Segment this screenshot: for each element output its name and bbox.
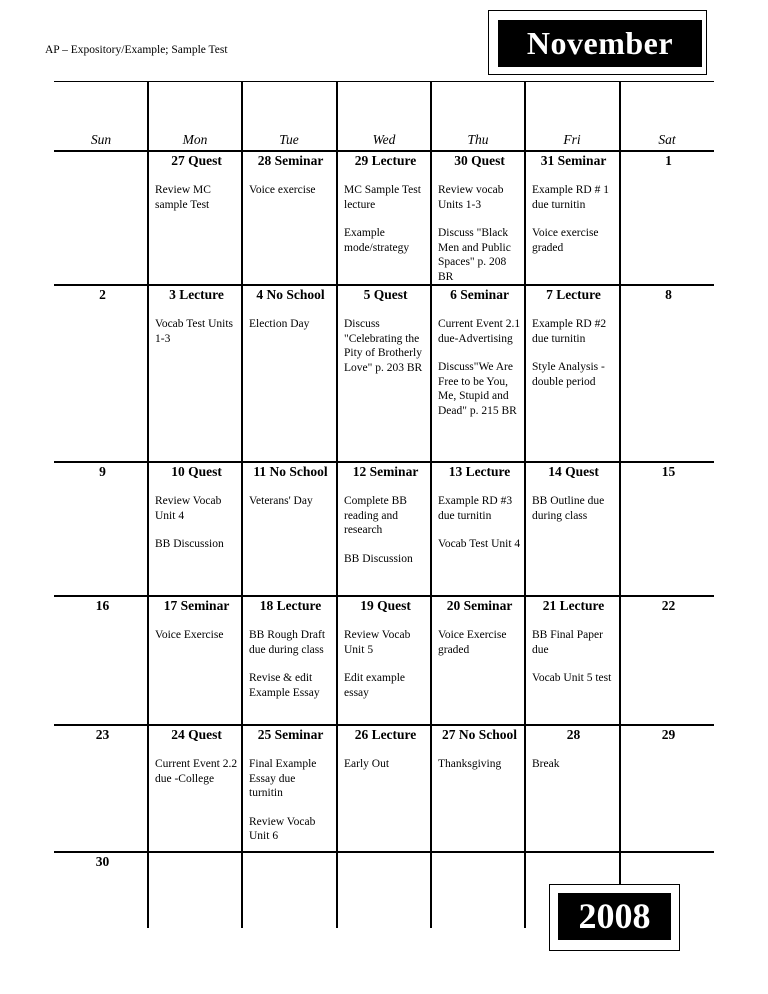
day-number-label: 23 — [95, 727, 110, 742]
day-cell — [620, 153, 714, 285]
day-number-label: 15 — [661, 464, 676, 479]
day-cell — [337, 854, 431, 928]
day-note: Vocab Test Units 1-3 — [155, 318, 233, 345]
day-cell — [431, 153, 525, 285]
header-row — [54, 82, 714, 151]
day-note: Current Event 2.2 due -College — [155, 758, 238, 785]
day-cell — [431, 287, 525, 462]
day-cell — [242, 287, 336, 462]
day-note: Vocab Test Unit 4 — [438, 538, 521, 550]
day-number-label: 4 No School — [256, 287, 325, 302]
day-cell — [54, 287, 148, 462]
day-note: Edit example essay — [344, 672, 405, 699]
day-number-label: 13 Lecture — [448, 464, 511, 479]
day-note: Early Out — [344, 758, 390, 770]
day-number-label: 24 Quest — [171, 727, 222, 742]
day-number-label: 18 Lecture — [259, 598, 322, 613]
day-cell — [337, 727, 431, 852]
day-number-label: 6 Seminar — [450, 287, 509, 302]
day-number-label: 12 Seminar — [352, 464, 419, 479]
day-number-label: 27 No School — [441, 727, 517, 742]
day-number-label: 17 Seminar — [163, 598, 230, 613]
day-header-sun: Sun — [90, 132, 112, 147]
day-cell — [525, 727, 619, 852]
day-cell — [54, 854, 148, 928]
day-number-label: 11 No School — [253, 464, 328, 479]
day-cell — [337, 464, 431, 596]
day-note: Discuss "Black Men and Public Spaces" p. 208 BR — [438, 227, 511, 283]
day-header-thu: Thu — [467, 132, 489, 147]
day-cell — [242, 727, 336, 852]
day-number-label: 25 Seminar — [257, 727, 324, 742]
year-title: 2008 — [558, 893, 671, 940]
day-note: BB Rough Draft due during class — [249, 629, 326, 656]
day-cell — [242, 598, 336, 725]
day-header-wed: Wed — [372, 132, 396, 147]
day-number-label: 2 — [99, 287, 106, 302]
day-header-sat: Sat — [658, 132, 676, 147]
day-note: BB Final Paper due — [532, 629, 603, 656]
day-cell — [242, 153, 336, 285]
day-cell — [525, 153, 619, 285]
day-note: Discuss "Celebrating the Pity of Brotherly Love" p. 203 BR — [344, 318, 423, 374]
day-number-label: 3 Lecture — [169, 287, 224, 302]
day-note: Style Analysis -double period — [532, 361, 605, 388]
day-number-label: 5 Quest — [363, 287, 408, 302]
day-note: Voice exercise — [249, 184, 316, 196]
day-number-label: 28 — [566, 727, 581, 742]
day-cell — [337, 153, 431, 285]
grid-hline — [54, 150, 714, 152]
day-cell — [620, 598, 714, 725]
day-cell — [54, 727, 148, 852]
day-number-label: 16 — [95, 598, 110, 613]
day-note: Example mode/strategy — [344, 227, 410, 254]
day-cell — [148, 598, 242, 725]
day-note: Review vocab Units 1-3 — [438, 184, 504, 211]
day-number-label: 29 Lecture — [354, 153, 417, 168]
day-note: Discuss"We Are Free to be You, Me, Stupid and Dead" p. 215 BR — [438, 361, 517, 417]
day-note: Voice Exercise — [155, 629, 224, 641]
day-note: BB Outline due during class — [532, 495, 605, 522]
day-note: Review Vocab Unit 5 — [344, 629, 411, 656]
day-number-label: 29 — [661, 727, 676, 742]
day-number-label: 30 — [95, 854, 110, 869]
day-cell — [148, 854, 242, 928]
day-cell — [431, 598, 525, 725]
calendar-grid — [54, 81, 714, 928]
day-cell — [431, 727, 525, 852]
year-box — [549, 884, 680, 951]
day-cell — [431, 854, 525, 928]
day-note: Vocab Unit 5 test — [532, 672, 612, 684]
day-cell — [54, 153, 148, 285]
day-note: Final Example Essay due turnitin — [249, 758, 317, 799]
day-note: Complete BB reading and research — [344, 495, 407, 536]
day-cell — [242, 464, 336, 596]
day-header-mon: Mon — [182, 132, 208, 147]
day-cell — [525, 287, 619, 462]
day-cell — [620, 464, 714, 596]
day-number-label: 28 Seminar — [257, 153, 324, 168]
day-cell — [54, 464, 148, 596]
day-number-label: 1 — [665, 153, 672, 168]
day-note: Current Event 2.1 due-Advertising — [438, 318, 521, 345]
day-cell — [148, 464, 242, 596]
day-header-tue: Tue — [279, 132, 299, 147]
month-box — [488, 10, 707, 75]
day-cell — [337, 598, 431, 725]
day-cell — [525, 464, 619, 596]
day-note: BB Discussion — [344, 552, 413, 565]
day-note: Voice exercise graded — [532, 227, 599, 254]
day-cell — [337, 287, 431, 462]
day-cell — [525, 598, 619, 725]
day-cell — [54, 598, 148, 725]
day-note: Thanksgiving — [438, 758, 502, 770]
day-note: Break — [532, 758, 560, 770]
day-note: Review Vocab Unit 4 — [155, 495, 222, 522]
day-number-label: 14 Quest — [548, 464, 599, 479]
day-note: Revise & edit Example Essay — [249, 672, 320, 699]
day-note: Review Vocab Unit 6 — [249, 815, 316, 842]
day-number-label: 27 Quest — [171, 153, 222, 168]
day-number-label: 30 Quest — [454, 153, 505, 168]
month-title: November — [498, 20, 702, 67]
day-number-label: 26 Lecture — [354, 727, 417, 742]
day-cell — [620, 727, 714, 852]
day-cell — [242, 854, 336, 928]
day-number-label: 9 — [99, 464, 106, 479]
day-note: Veterans' Day — [249, 495, 313, 507]
day-number-label: 7 Lecture — [546, 287, 601, 302]
day-number-label: 19 Quest — [360, 598, 411, 613]
day-note: BB Discussion — [155, 538, 224, 550]
day-number-label: 20 Seminar — [446, 598, 513, 613]
day-cell — [148, 153, 242, 285]
day-number-label: 31 Seminar — [540, 153, 607, 168]
day-note: Review MC sample Test — [155, 184, 211, 211]
day-number-label: 22 — [661, 598, 676, 613]
day-number-label: 21 Lecture — [542, 598, 605, 613]
day-note: Example RD #3 due turnitin — [438, 495, 513, 522]
day-cell — [148, 287, 242, 462]
day-header-fri: Fri — [563, 132, 581, 147]
page-subtitle: AP – Expository/Example; Sample Test — [45, 44, 228, 56]
day-number-label: 8 — [665, 287, 672, 302]
day-note: Example RD #2 due turnitin — [532, 318, 607, 345]
day-cell — [431, 464, 525, 596]
day-note: Voice Exercise graded — [438, 629, 507, 656]
day-note: Election Day — [249, 318, 310, 330]
day-number-label: 10 Quest — [171, 464, 222, 479]
day-note: Example RD # 1 due turnitin — [532, 184, 609, 211]
day-cell — [148, 727, 242, 852]
day-cell — [620, 287, 714, 462]
day-note: MC Sample Test lecture — [344, 184, 421, 211]
